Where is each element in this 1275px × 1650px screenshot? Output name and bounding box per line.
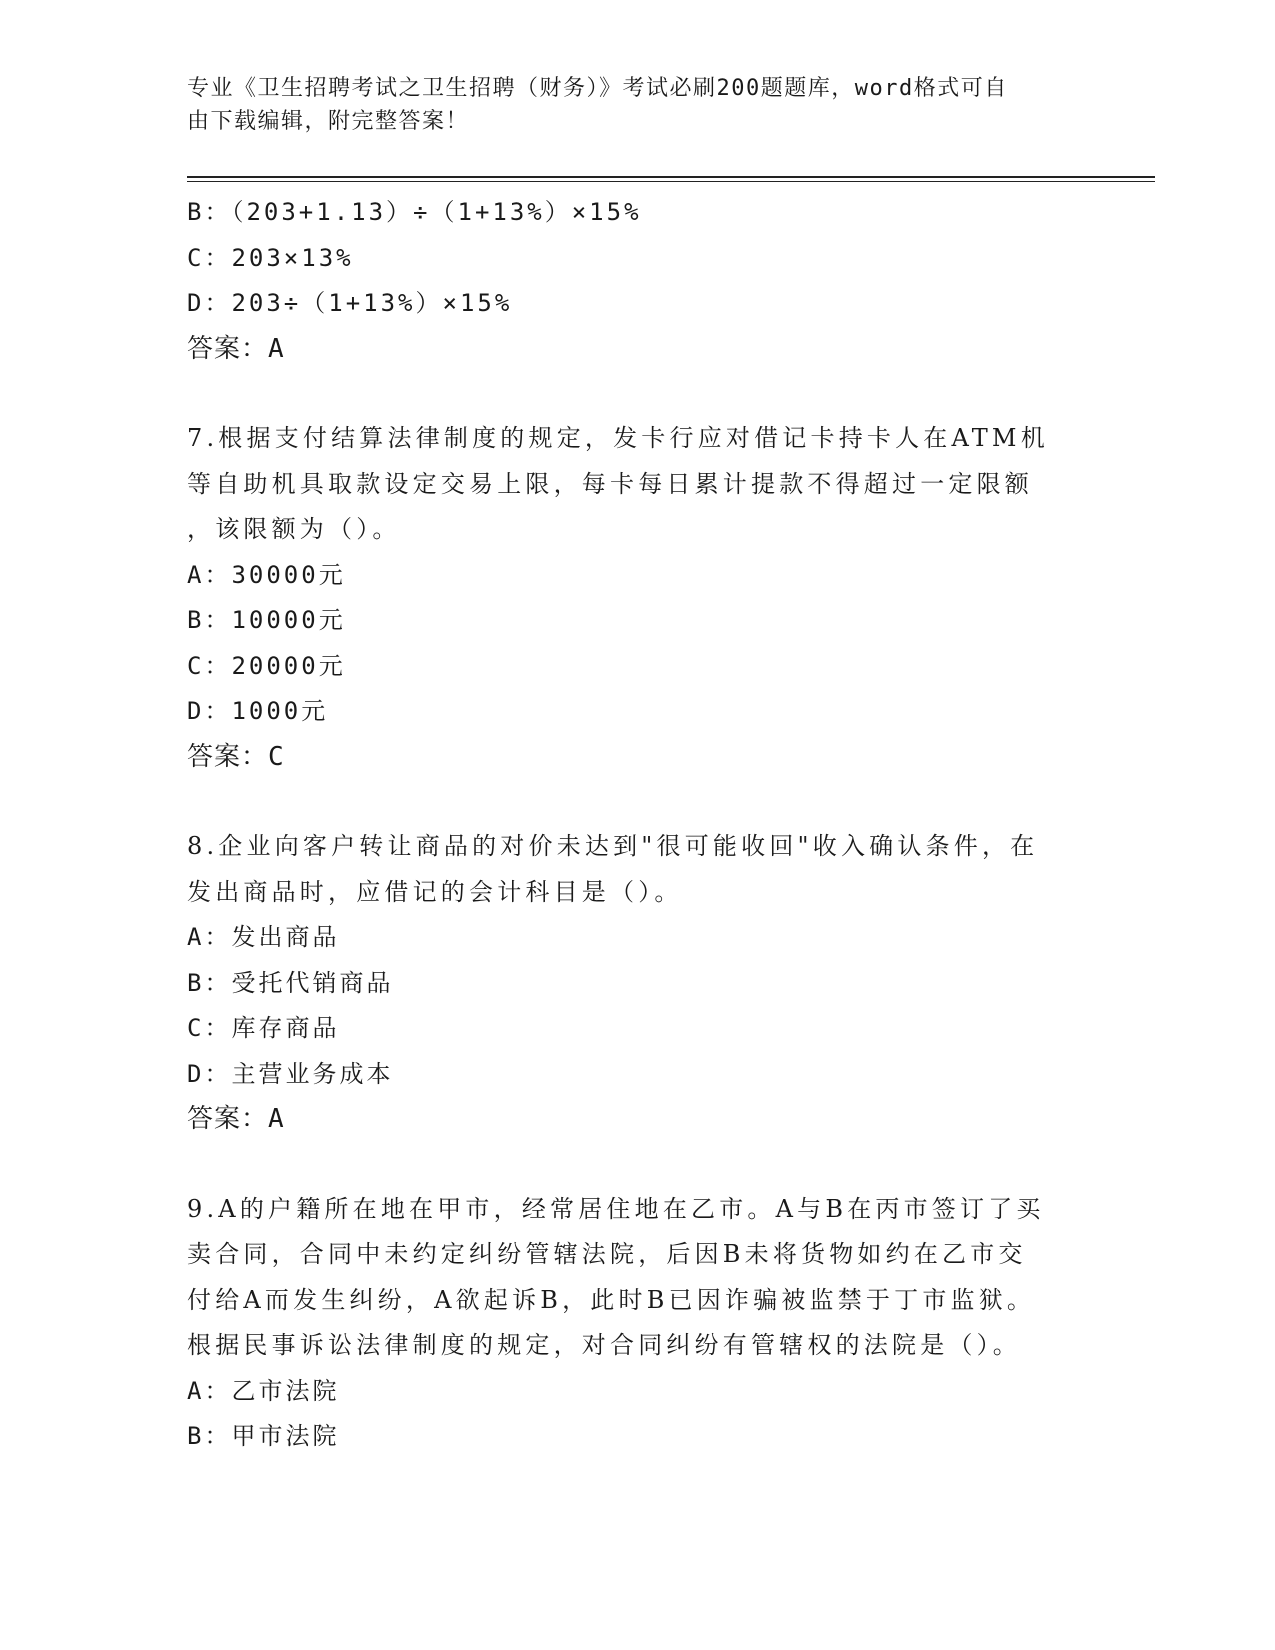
question-stem-line: 付给A而发生纠纷，A欲起诉B，此时B已因诈骗被监禁于丁市监狱。 <box>187 1285 1036 1314</box>
option-a: A：发出商品 <box>187 923 340 951</box>
option-a: A：30000元 <box>187 560 346 589</box>
option-b: B：受托代销商品 <box>187 968 394 997</box>
question-stem-line: 9.A的户籍所在地在甲市，经常居住地在乙市。A与B在丙市签订了买 <box>187 1194 1045 1223</box>
answer-line: 答案：A <box>187 333 285 364</box>
question-stem-line: 8.企业向客户转让商品的对价未达到"很可能收回"收入确认条件，在 <box>187 832 1039 860</box>
option-d: D：主营业务成本 <box>187 1059 394 1088</box>
option-d: D：203÷（1+13%）×15% <box>187 289 513 317</box>
question-8 <box>187 824 1087 1143</box>
spacer <box>187 780 1087 824</box>
document-header <box>187 72 1067 138</box>
option-b: B：10000元 <box>187 606 346 634</box>
header-rule-thin <box>187 181 1155 182</box>
question-6-remainder <box>187 190 1087 372</box>
spacer <box>187 372 1087 416</box>
option-b: B：（203+1.13）÷（1+13%）×15% <box>187 198 642 226</box>
question-7 <box>187 416 1087 780</box>
option-d: D：1000元 <box>187 697 329 725</box>
option-c: C：20000元 <box>187 651 346 680</box>
question-list <box>187 190 1087 1460</box>
option-b: B：甲市法院 <box>187 1422 340 1450</box>
header-line-2: 由下载编辑，附完整答案！ <box>187 109 470 134</box>
question-stem-line: 等自助机具取款设定交易上限，每卡每日累计提款不得超过一定限额 <box>187 469 1033 498</box>
question-9 <box>187 1187 1087 1460</box>
question-stem-line: 根据民事诉讼法律制度的规定，对合同纠纷有管辖权的法院是（）。 <box>187 1331 1021 1359</box>
option-a: A：乙市法院 <box>187 1376 340 1405</box>
question-stem-line: 卖合同，合同中未约定纠纷管辖法院，后因B未将货物如约在乙市交 <box>187 1240 1027 1268</box>
option-c: C：库存商品 <box>187 1014 340 1042</box>
question-stem-line: 发出商品时，应借记的会计科目是（）。 <box>187 877 683 906</box>
spacer <box>187 1143 1087 1187</box>
question-stem-line: ，该限额为（）。 <box>187 515 401 543</box>
header-line-1: 专业《卫生招聘考试之卫生招聘（财务）》考试必刷200题题库，word格式可自 <box>187 76 1008 101</box>
answer-line: 答案：C <box>187 741 285 772</box>
question-stem-line: 7.根据支付结算法律制度的规定，发卡行应对借记卡持卡人在ATM机 <box>187 424 1049 452</box>
answer-line: 答案：A <box>187 1104 285 1134</box>
option-c: C：203×13% <box>187 243 354 272</box>
header-rule-thick <box>187 176 1155 178</box>
